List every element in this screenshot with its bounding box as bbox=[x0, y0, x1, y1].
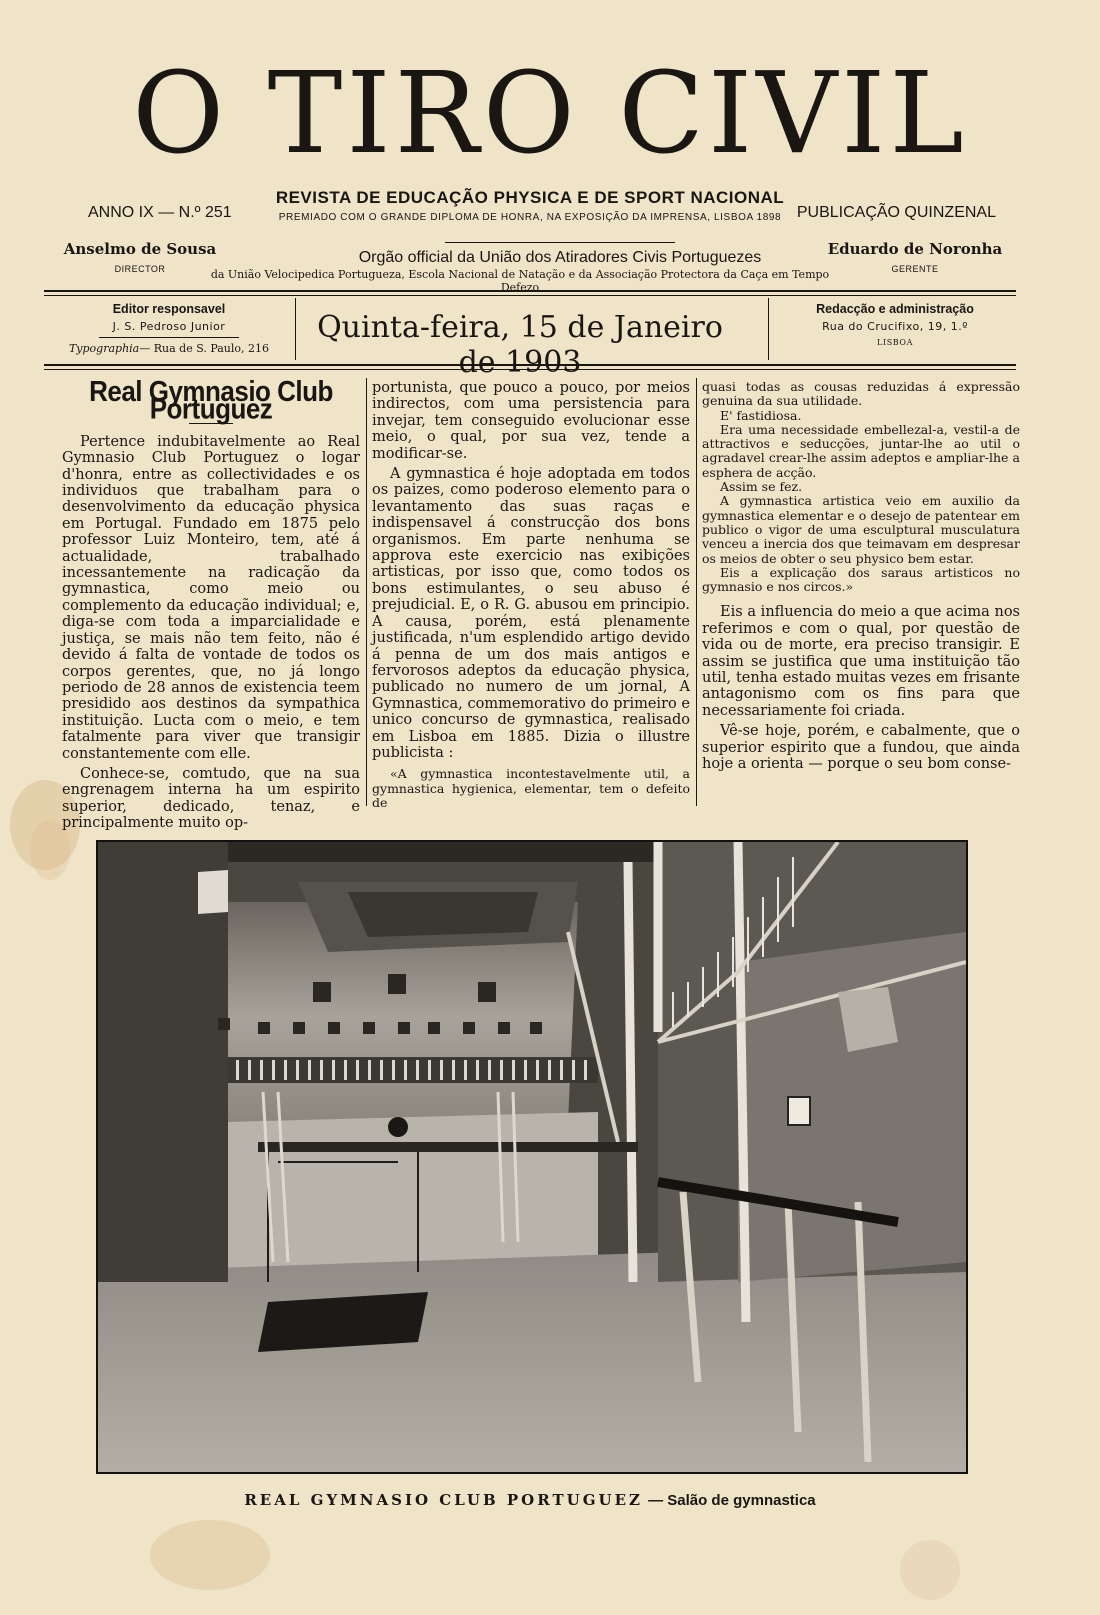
col2-paragraph: portunista, que pouco a pouco, por meios indirectos, com uma persistencia para invejar, tem conseguido evolucionar esse meio, o qual, por sua vez, tende a modificar-se. bbox=[372, 380, 690, 462]
col1-paragraph: Conhece-se, comtudo, que na sua engrenagem interna ha um espirito superior, dedicado, tenaz, e principalmente muito op- bbox=[62, 765, 360, 832]
header-center bbox=[240, 188, 820, 223]
editor-title: Editor responsavel bbox=[112, 302, 226, 316]
top-rule-thin bbox=[44, 295, 1016, 296]
col3-quote-paragraph: quasi todas as cousas reduzidas á expressão genuina da sua utilidade. bbox=[702, 379, 1020, 409]
top-rule bbox=[44, 290, 1016, 292]
organ-text: Orgão official da União dos Atiradores Civis Portuguezes bbox=[358, 249, 762, 266]
issue-number: ANNO IX — N.º 251 bbox=[88, 204, 232, 221]
award-line: PREMIADO COM O GRANDE DIPLOMA DE HONRA, NA EXPOSIÇÃO DA IMPRENSA, LISBOA 1898 bbox=[278, 212, 782, 223]
director-name: Anselmo de Sousa bbox=[63, 240, 217, 258]
director-role: DIRECTOR bbox=[114, 264, 166, 274]
caption-main: REAL GYMNASIO CLUB PORTUGUEZ bbox=[244, 1491, 643, 1509]
associations-line: da União Velocipedica Portugueza, Escola Nacional de Natação e da Associação Protectora da Caça em Tempo Defezo bbox=[210, 268, 830, 294]
editor-separator bbox=[99, 337, 239, 338]
infobar-divider-right bbox=[768, 298, 769, 360]
col3-quote-paragraph: Eis a explicação dos saraus artisticos no gymnasio e nos circos.» bbox=[702, 564, 1020, 595]
col2-paragraph: A gymnastica é hoje adoptada em todos os paizes, como poderoso elemento para o levantamento das suas raças e indispensavel á construcção dos bons organismos. Em parte nenhuma se approva este exercicio nas exibições artisticas, por isso que, como todos os bons estimulantes, o seu abuso é prejudicial. E, o R. G. abusou em principio. A causa, porém, está plenamente justificada, n'um esplendido artigo devido á penna de um dos mais antigos e fervorosos adeptos da educação physica, publicado no numero de um jornal, A Gymnastica, commemorativo do primeiro e unico concurso de gymnastica, realisado em Lisboa em 1885. Dizia o illustre publicista : bbox=[372, 466, 690, 761]
editor-name: J. S. Pedroso Junior bbox=[112, 320, 226, 333]
col3-paragraph: Vê-se hoje, porém, e cabalmente, que o superior espirito que a fundou, que ainda hoje a orienta — porque o seu bom conse- bbox=[702, 723, 1020, 773]
subtitle: REVISTA DE EDUCAÇÃO PHYSICA E DE SPORT NACIONAL bbox=[275, 188, 785, 207]
manager-name: Eduardo de Noronha bbox=[827, 240, 1003, 258]
col3-quote-paragraph: A gymnastica artistica veio em auxilio da gymnastica elementar e o desejo de patentear em publico o vigor de uma esculptural musculatura venceu a inercia dos que teimavam em despresar os meios de obter o seu physico bem estar. bbox=[702, 493, 1020, 566]
article-column-1 bbox=[62, 374, 360, 832]
col2-quote: «A gymnastica incontestavelmente util, a gymnastica hygienica, elementar, tem o defeito de bbox=[372, 766, 690, 810]
admin-title: Redacção e administração bbox=[816, 302, 974, 316]
col3-quote-paragraph: Era uma necessidade embellezal-a, vestil-a de attractivos e seducções, juntar-lhe ao util o agradavel crear-lhe assim adeptos e ampliar-lhe a esphera de acção. bbox=[702, 421, 1020, 480]
column-divider-2 bbox=[696, 378, 697, 806]
infobar-divider-left bbox=[295, 298, 296, 360]
col3-quote-paragraph: Assim se fez. bbox=[720, 479, 803, 495]
gymnasium-photo bbox=[96, 840, 968, 1474]
publication-frequency: PUBLICAÇÃO QUINZENAL bbox=[796, 204, 996, 221]
article-column-2 bbox=[372, 380, 690, 810]
photo-caption bbox=[96, 1490, 964, 1509]
caption-sub: — Salão de gymnastica bbox=[648, 1492, 816, 1509]
infobar-rule bbox=[44, 364, 1016, 366]
typography-address: — Rua de S. Paulo, 216 bbox=[139, 342, 270, 355]
typography-line bbox=[44, 342, 294, 355]
editor-box bbox=[44, 302, 294, 355]
col3-paragraph: Eis a influencia do meio a que acima nos referimos e com o qual, por questão de vida ou de morte, era preciso transigir. E assim se justifica que uma instituição tão util, tenha estado muitas vezes em frisante antagonismo com os fins para que necessariamente foi criada. bbox=[702, 604, 1020, 719]
issue-date: Quinta-feira, 15 de Janeiro de 1903 bbox=[317, 310, 723, 380]
masthead-title: O TIRO CIVIL bbox=[132, 49, 968, 179]
manager-block bbox=[810, 240, 1020, 274]
article-column-3 bbox=[702, 380, 1020, 773]
col3-quote-paragraph: E' fastidiosa. bbox=[720, 407, 802, 423]
admin-city: LISBOA bbox=[877, 338, 913, 347]
manager-role: GERENTE bbox=[891, 264, 939, 274]
gymnasium-photo-illustration bbox=[98, 842, 966, 1472]
admin-box bbox=[775, 302, 1015, 347]
organ-line bbox=[300, 242, 820, 267]
infobar-rule-thin bbox=[44, 369, 1016, 370]
col1-paragraph: Pertence indubitavelmente ao Real Gymnasio Club Portuguez o logar d'honra, entre as collectividades e os individuos que trabalham para o desenvolvimento da educação physica em Portugal. Fundado em 1875 pelo professor Luiz Monteiro, tem, até á actualidade, trabalhado incessantemente na radicação da gymnastica, como meio ou complemento da educação individual; e, diga-se com toda a imparcialidade e justiça, se mais não tem feito, não é devido á falta de vontade de todos os corpos gerentes, que, no já longo periodo de 28 annos de existencia teem presidido aos destinos da sympathica instituição. Lucta com o meio, e tem fatalmente para viver que transigir constantemente com elle. bbox=[62, 433, 360, 762]
col3-gap bbox=[702, 594, 1020, 604]
column-divider-1 bbox=[366, 378, 367, 806]
organ-rule bbox=[445, 242, 675, 243]
typography-label: Typographia bbox=[68, 342, 140, 355]
article-title: Real Gymnasio Club Portuguez bbox=[89, 374, 333, 426]
admin-address: Rua do Crucifixo, 19, 1.º bbox=[822, 320, 968, 333]
